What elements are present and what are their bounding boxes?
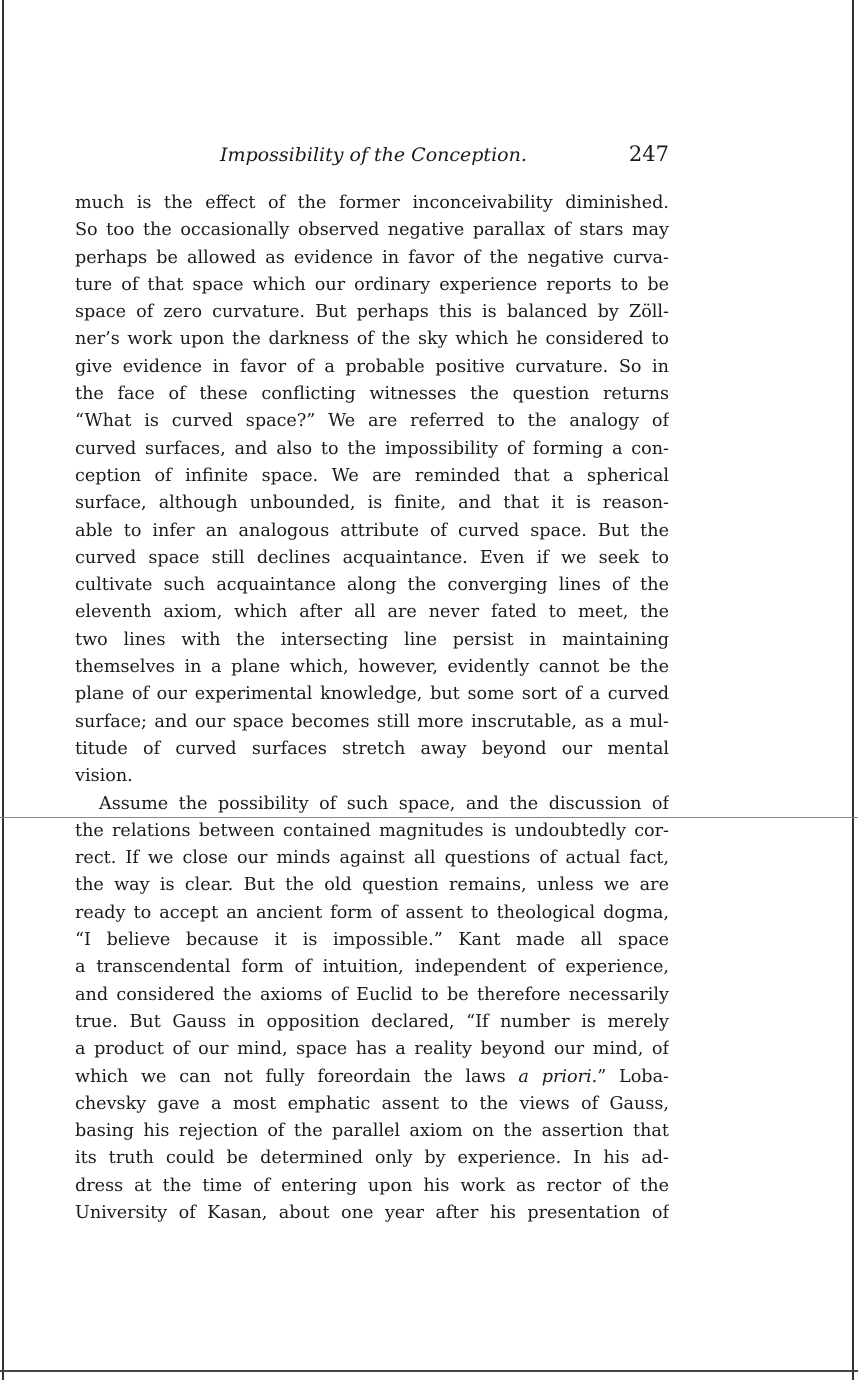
text-line: So too the occasionally observed negative parallax of stars may	[75, 220, 669, 241]
text-line: and considered the axioms of Euclid to be therefore necessarily	[75, 984, 669, 1005]
text-line: “I believe because it is impossible.” Kant made all space	[75, 930, 669, 951]
text-line: much is the effect of the former inconceivability diminished.	[75, 193, 669, 213]
text-line: “What is curved space?” We are referred to the analogy of	[75, 411, 669, 432]
page-edge-right	[852, 0, 854, 1380]
text-line: titude of curved surfaces stretch away beyond our mental	[75, 738, 669, 759]
text-line: themselves in a plane which, however, evidently cannot be the	[75, 657, 669, 678]
page-edge-bottom	[0, 1370, 858, 1372]
paragraph	[75, 190, 669, 791]
text-line: chevsky gave a most emphatic assent to the views of Gauss,	[75, 1093, 669, 1114]
text-line: its truth could be determined only by experience. In his ad-	[75, 1148, 669, 1169]
text-line: University of Kasan, about one year after his presentation of	[75, 1202, 669, 1223]
text-line: curved space still declines acquaintance. Even if we seek to	[75, 547, 669, 568]
text-line: a transcendental form of intuition, independent of experience,	[75, 957, 669, 978]
page-number: 247	[628, 142, 669, 166]
text-line: a product of our mind, space has a reality beyond our mind, of	[75, 1039, 669, 1060]
text-line: Assume the possibility of such space, and the discussion of	[99, 793, 669, 814]
text-line: ready to accept an ancient form of assent to theological dogma,	[75, 902, 669, 923]
text-line: able to infer an analogous attribute of curved space. But the	[75, 520, 669, 541]
text-line: surface, although unbounded, is finite, and that it is reason-	[75, 493, 669, 514]
text-line: basing his rejection of the parallel axiom on the assertion that	[75, 1121, 669, 1142]
text-line: surface; and our space becomes still more inscrutable, as a mul-	[75, 711, 669, 732]
text-line: eleventh axiom, which after all are never fated to meet, the	[75, 602, 669, 623]
text-line: the face of these conflicting witnesses the question returns	[75, 384, 669, 405]
text-line: vision.	[75, 766, 133, 787]
page-header	[75, 144, 669, 174]
text-line: two lines with the intersecting line persist in maintaining	[75, 629, 669, 650]
text-line: which we can not fully foreordain the laws a priori.” Loba-	[75, 1066, 669, 1087]
running-title: Impossibility of the Conception.	[220, 144, 527, 166]
text-line: ture of that space which our ordinary experience reports to be	[75, 274, 669, 295]
text-line: true. But Gauss in opposition declared, “If number is merely	[75, 1011, 669, 1032]
text-line: ception of infinite space. We are reminded that a spherical	[75, 465, 669, 486]
paragraph	[75, 791, 669, 1228]
text-line: dress at the time of entering upon his work as rector of the	[75, 1175, 669, 1196]
text-line: give evidence in favor of a probable positive curvature. So in	[75, 356, 669, 377]
text-line: rect. If we close our minds against all questions of actual fact,	[75, 848, 669, 869]
text-line: cultivate such acquaintance along the converging lines of the	[75, 575, 669, 596]
text-line: ner’s work upon the darkness of the sky which he considered to	[75, 329, 669, 350]
page-edge-left	[2, 0, 4, 1380]
text-line: plane of our experimental knowledge, but some sort of a curved	[75, 684, 669, 705]
body-text	[75, 190, 669, 1227]
text-line: the way is clear. But the old question remains, unless we are	[75, 875, 669, 896]
text-line: the relations between contained magnitudes is undoubtedly cor-	[75, 820, 669, 841]
text-line: curved surfaces, and also to the impossibility of forming a con-	[75, 438, 669, 459]
text-line: perhaps be allowed as evidence in favor of the negative curva-	[75, 247, 669, 268]
text-line: space of zero curvature. But perhaps this is balanced by Zöll-	[75, 302, 669, 323]
